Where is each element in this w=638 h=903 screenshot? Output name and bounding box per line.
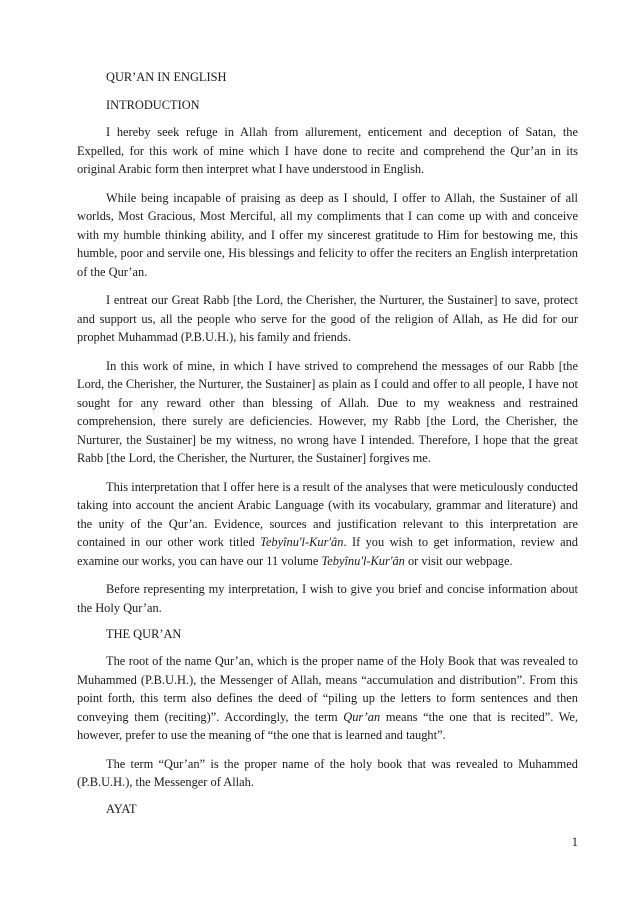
quran-text-part1: The root of the name Qur’an, which is the proper name of the Holy Book that was revealed to Muhammed (P.B.U.H.), the Messenger of Allah, means “accumulation and distribution”. From this point forth, this term also defines the deed of “piling up the letters to form sentences and then conveying them (reciting)”. Accordingly, the term bbox=[77, 654, 578, 724]
quran-term-italic: Qur’an bbox=[343, 709, 381, 724]
before-paragraph: Before representing my interpretation, I wish to give you brief and concise information about the Holy Qur’an. bbox=[77, 582, 578, 615]
introduction-heading: INTRODUCTION bbox=[106, 98, 200, 112]
intro-paragraph-refuge: I hereby seek refuge in Allah from allurement, enticement and deception of Satan, the Expelled, for this work of mine which I have done to recite and comprehend the Qur’an in its original Arabic form then interpret what I have understood in English. bbox=[77, 125, 578, 176]
intro-paragraph-praise: While being incapable of praising as deep as I should, I offer to Allah, the Sustainer of all worlds, Most Gracious, Most Merciful, all my compliments that I can come up with and conceive with my humble thinking ability, and I offer my sincerest gratitude to Him for bestowing me, this humble, poor and servile one, His blessings and felicity to offer the reciters an English interpretation of the Qur’an. bbox=[77, 190, 578, 279]
intro-paragraph-work: In this work of mine, in which I have strived to comprehend the messages of our Rabb [the Lord, the Cherisher, the Nurturer, the Sustainer] as plain as I could and offer to all people, I have not sought for any reward other than blessing of Allah. Due to my weakness and restrained comprehension, there surely are deficiencies. However, my Rabb [the Lord, the Cherisher, the Nurturer, the Sustainer] be my witness, no wrong have I intended. Therefore, I hope that the great Rabb [the Lord, the Cherisher, the Nurturer, the Sustainer] forgives me. bbox=[77, 358, 578, 465]
quran-root-paragraph bbox=[77, 652, 578, 745]
ayat-heading: AYAT bbox=[106, 801, 137, 816]
document-title: QUR’AN IN ENGLISH bbox=[106, 70, 227, 84]
term-paragraph: The term “Qur’an” is the proper name of the holy book that was revealed to Muhammed (P.B.U.H.), the Messenger of Allah. bbox=[77, 756, 578, 789]
analysis-paragraph bbox=[77, 478, 578, 571]
quran-text-part2: means “the one that is recited”. We, however, prefer to use the meaning of “the one that is learned and taught”. bbox=[77, 709, 579, 742]
analysis-text-part3: or visit our webpage. bbox=[404, 553, 513, 568]
analysis-text-part1: This interpretation that I offer here is a result of the analyses that were meticulously conducted taking into account the ancient Arabic Language (with its vocabulary, grammar and literature) and the unity of the Qur’an. Evidence, sources and justification relevant to this interpretation are contained in our other work titled bbox=[77, 479, 578, 549]
work-title-italic-2: Tebyînu'l-Kur'ân bbox=[321, 553, 405, 568]
work-title-italic: Tebyînu'l-Kur'ân bbox=[260, 535, 344, 549]
quran-heading: THE QUR’AN bbox=[106, 627, 182, 641]
intro-paragraph-entreat: I entreat our Great Rabb [the Lord, the Cherisher, the Nurturer, the Sustainer] to save, protect and support us, all the people who serve for the good of the religion of Allah, as He did for our prophet Muhammad (P.B.U.H.), his family and friends. bbox=[77, 293, 578, 344]
page-content bbox=[77, 70, 578, 836]
page-number: 1 bbox=[571, 835, 578, 849]
analysis-text-part2: . If you wish to get information, review and examine our works, you can have our 11 volume bbox=[77, 535, 578, 568]
